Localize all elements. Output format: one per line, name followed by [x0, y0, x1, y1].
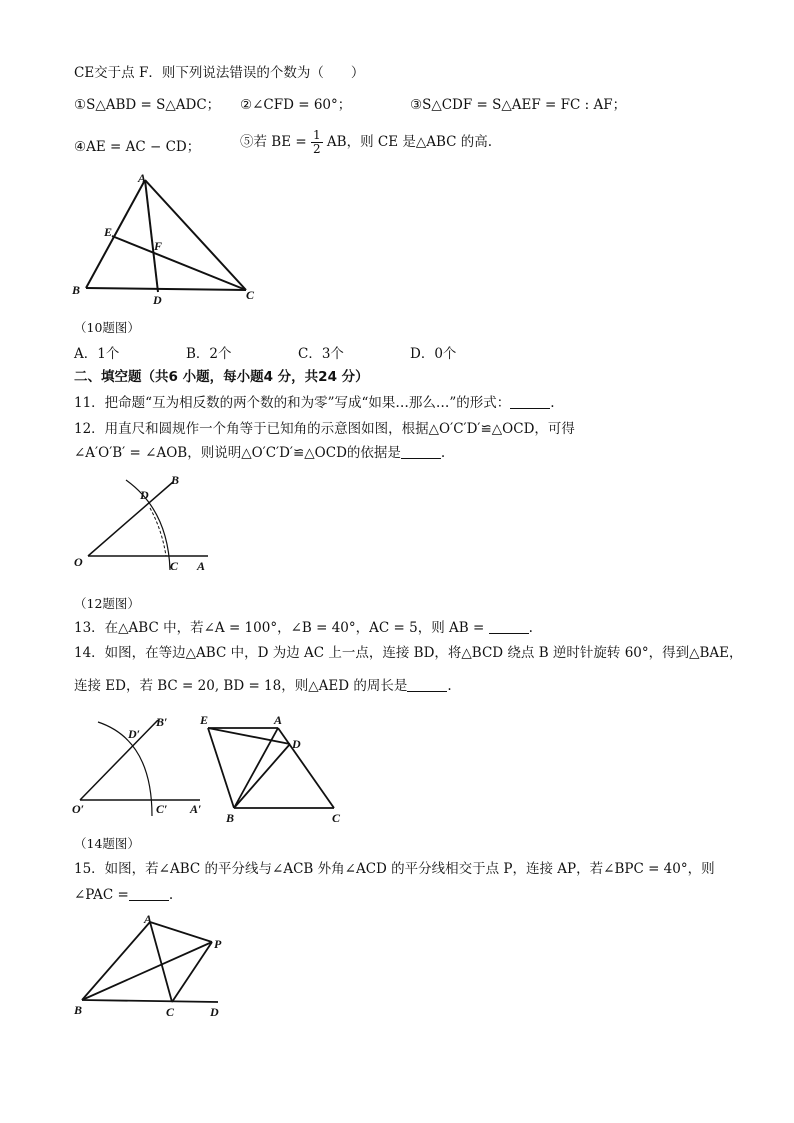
q14-left-label-d: D′: [128, 727, 141, 741]
q15-blank[interactable]: [129, 886, 169, 901]
q15-prompt: ∠PAC =: [74, 887, 129, 903]
q10-choice-b[interactable]: B．2个: [186, 346, 232, 362]
q12-label-o: O: [74, 555, 83, 569]
q15-figure: [70, 910, 240, 1025]
q12-end: .: [440, 445, 446, 461]
q14-left-arc: [98, 722, 152, 816]
q15-segment-ap: [150, 922, 212, 942]
q10-label-b: B: [72, 283, 81, 297]
q14-segment-bd: [234, 744, 290, 808]
q14-blank[interactable]: [407, 677, 447, 692]
q10-label-a: A: [138, 171, 147, 185]
q14-figure-right: [196, 710, 356, 830]
q11-end: .: [550, 395, 555, 411]
q14-right-label-e: E: [200, 713, 209, 727]
q10-label-f: F: [154, 239, 163, 253]
q10-s5-denominator: 2: [312, 142, 321, 156]
q11-blank[interactable]: [510, 394, 550, 409]
q10-statement-1: ①S△ABD = S△ADC；: [74, 97, 221, 113]
q13-blank[interactable]: [489, 619, 529, 634]
q10-statement-2: ②∠CFD = 60°；: [240, 97, 352, 113]
q10-s5-fraction: [311, 129, 323, 156]
q14-segment-eb: [208, 728, 234, 808]
q15-segment-ba: [82, 922, 150, 1000]
q12-label-c: C: [170, 559, 179, 573]
q10-side-ab: [86, 180, 145, 288]
q12-ray-ob: [88, 482, 173, 556]
q15-line-bd: [82, 1000, 218, 1002]
q15-line2: [74, 885, 173, 905]
q10-s5-suffix: AB，则 CE 是△ABC 的高.: [326, 134, 493, 150]
q14-line2: [74, 676, 452, 696]
q10-caption: （10题图）: [74, 320, 140, 335]
q12-line1: 12．用直尺和圆规作一个角等于已知角的示意图如图，根据△O′C′D′≌△OCD，可得: [74, 421, 575, 437]
q10-segment-ad: [145, 180, 158, 292]
q14-right-label-b: B: [226, 811, 235, 825]
q10-stem-tail: CE交于点 F．则下列说法错误的个数为（ ）: [74, 65, 365, 81]
q10-side-bc: [86, 288, 246, 290]
q10-segment-ce: [112, 236, 246, 290]
q14-line1: 14．如图，在等边△ABC 中，D 为边 AC 上一点，连接 BD，将△BCD 绕点 B 逆时针旋转 60°，得到△BAE，: [74, 645, 743, 661]
q10-statement-5: [240, 128, 492, 156]
q13-prompt: 13．在△ABC 中，若∠A = 100°，∠B = 40°，AC = 5，则 AB =: [74, 620, 485, 636]
q10-s5-numerator: 1: [312, 128, 321, 142]
q14-right-label-c: C: [332, 811, 341, 825]
q14-left-label-o: O′: [72, 802, 85, 816]
q10-label-c: C: [246, 288, 255, 302]
q10-side-ac: [145, 180, 246, 290]
q12-label-a: A: [197, 559, 206, 573]
q14-caption: （14题图）: [74, 836, 140, 851]
q12-label-b: B: [171, 473, 180, 487]
q14-segment-ac: [278, 728, 334, 808]
q10-statement-3: ③S△CDF = S△AEF = FC : AF；: [410, 97, 627, 113]
q14-right-label-a: A: [274, 713, 283, 727]
q15-label-p: P: [214, 937, 222, 951]
q10-s5-prefix: ⑤若 BE =: [240, 134, 307, 150]
q15-label-c: C: [166, 1005, 175, 1019]
q12-caption: （12题图）: [74, 596, 140, 611]
q11-text: [74, 393, 555, 413]
q14-figure-left: [70, 712, 210, 822]
q14-prompt: 连接 ED，若 BC = 20, BD = 18，则△AED 的周长是: [74, 678, 408, 694]
q13-end: .: [528, 620, 533, 636]
q15-label-d: D: [210, 1005, 219, 1019]
q12-blank[interactable]: [401, 444, 441, 459]
q12-prompt: ∠A′O′B′ = ∠AOB，则说明△O′C′D′≌△OCD的依据是: [74, 445, 401, 461]
q15-line1: 15．如图，若∠ABC 的平分线与∠ACB 外角∠ACD 的平分线相交于点 P，连接 AP，若∠BPC = 40°，则: [74, 861, 715, 877]
q13-text: [74, 618, 533, 638]
q15-label-b: B: [74, 1003, 83, 1017]
q10-label-e: E: [104, 225, 113, 239]
q12-label-d: D: [140, 488, 149, 502]
q10-choice-a[interactable]: A．1个: [74, 346, 120, 362]
q14-right-label-d: D: [292, 737, 301, 751]
q14-left-label-a: A′: [190, 802, 202, 816]
q14-end: .: [447, 678, 452, 694]
q10-choice-c[interactable]: C．3个: [298, 346, 344, 362]
q10-label-d: D: [153, 293, 162, 307]
q15-label-a: A: [144, 912, 153, 926]
q14-left-label-b: B′: [156, 715, 168, 729]
q10-choice-d[interactable]: D．0个: [410, 346, 457, 362]
q14-left-label-c: C′: [156, 802, 168, 816]
q12-line2: [74, 443, 445, 463]
q12-figure: [70, 470, 220, 580]
q10-statement-4: ④AE = AC − CD；: [74, 139, 201, 155]
section2-title: 二、填空题（共6 小题，每小题4 分，共24 分）: [74, 369, 369, 385]
q11-prompt: 11．把命题“互为相反数的两个数的和为零”写成“如果…那么…”的形式：: [74, 395, 511, 411]
q10-figure: [70, 170, 270, 310]
q15-end: .: [168, 887, 174, 903]
